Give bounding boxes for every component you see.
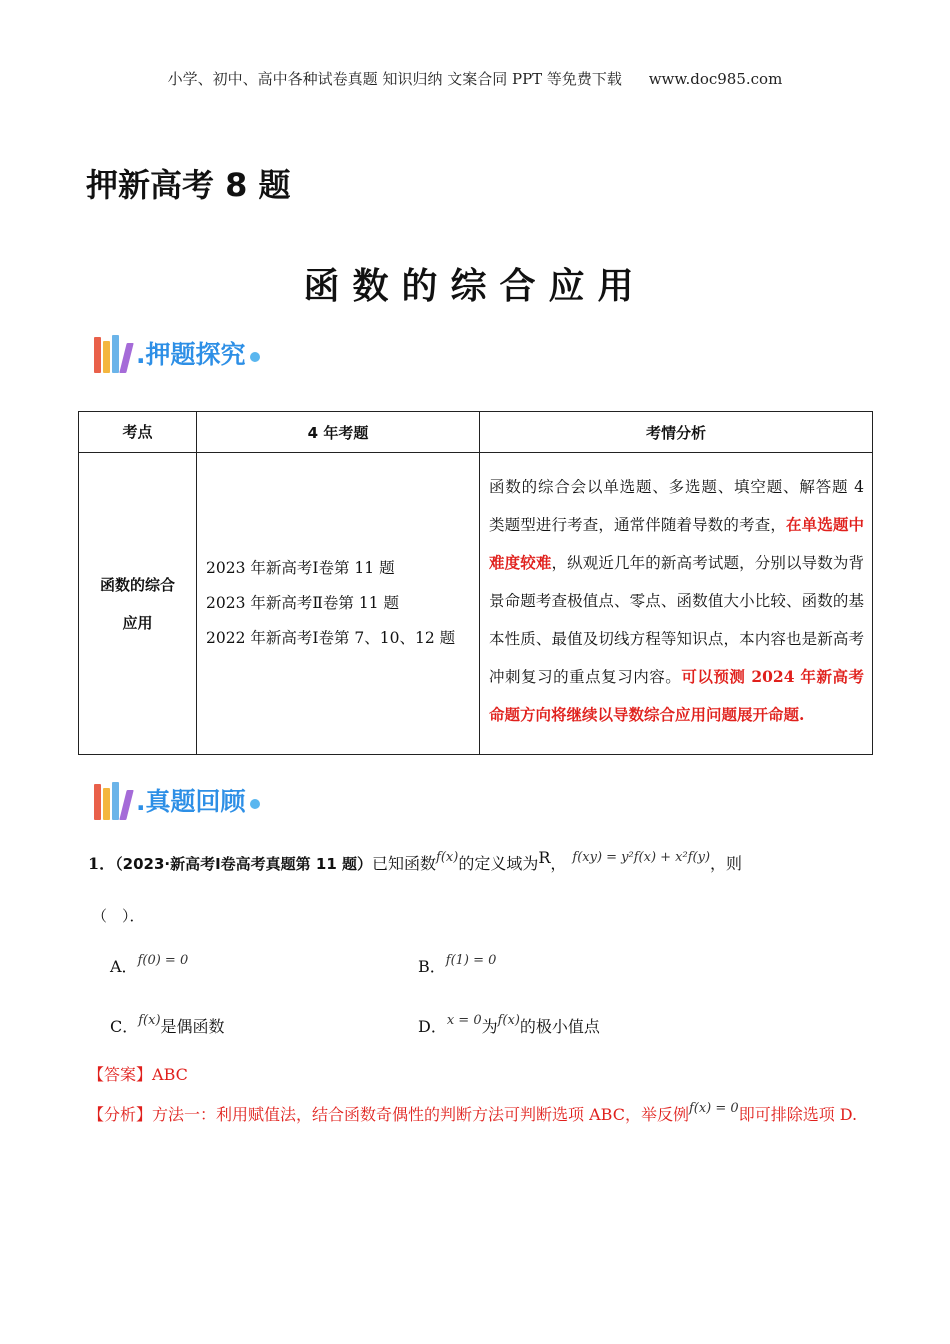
table-row — [79, 453, 873, 755]
brand-title: 押新高考 8 题 — [86, 166, 291, 204]
section-label-review: .真题回顾 — [136, 787, 246, 816]
exam-line: 2023 年新高考Ⅰ卷第 11 题 — [206, 559, 395, 577]
question-stem — [88, 848, 743, 874]
books-icon — [94, 780, 132, 820]
header-cell-analysis: 考情分析 — [480, 412, 873, 453]
section-banner-review — [94, 780, 260, 820]
exam-line: 2023 年新高考Ⅱ卷第 11 题 — [206, 594, 399, 612]
option-text: 是偶函数 — [160, 1017, 225, 1036]
analysis-text: 函数的综合会以单选题、多选题、填空题、解答题 4 类题型进行考查，通常伴随着导数的考查， — [489, 477, 864, 534]
answer-value: ABC — [152, 1065, 188, 1084]
option-math: f(0) = 0 — [137, 953, 189, 968]
math-equation: f(xy) = y²f(x) + x²f(y) — [572, 850, 711, 865]
analysis-text: ，纵观近几年的新高考试题，分别以导数为背景命题考查极值点、零点、函数值大小比较、函数的基本性质、最值及切线方程等知识点，本内容也是新高考冲刺复习的重点复习内容。 — [489, 553, 864, 686]
analysis-end: . — [799, 704, 805, 724]
question-number: 1． — [88, 854, 116, 873]
dot-icon — [250, 799, 260, 809]
analysis-math: f(x) = 0 — [688, 1101, 739, 1116]
option-math: f(1) = 0 — [445, 953, 497, 968]
header-text: 小学、初中、高中各种试卷真题 知识归纳 文案合同 PPT 等免费下载 — [167, 70, 622, 88]
dot-icon — [250, 352, 260, 362]
header-cell-topic: 考点 — [79, 412, 197, 453]
option-letter: C． — [110, 1017, 139, 1036]
math-fx: f(x) — [436, 850, 459, 865]
exam-line: 2022 年新高考Ⅰ卷第 7、10、12 题 — [206, 629, 456, 647]
section-banner-explore — [94, 333, 260, 373]
option-letter: A． — [110, 957, 138, 976]
analysis-text: 方法一：利用赋值法，结合函数奇偶性的判断方法可判断选项 ABC，举反例 — [152, 1105, 689, 1124]
topic-name: 函数的综合应用 — [99, 575, 175, 632]
header-cell-exams: 4 年考题 — [197, 412, 480, 453]
analysis-highlight: 可以预测 2024 年新高考命题方向将继续以导数综合应用问题展开命题 — [489, 666, 864, 724]
analysis-cell — [480, 453, 873, 755]
question-text: 已知函数 — [372, 854, 437, 873]
option-letter: B． — [418, 957, 446, 976]
option-math: x = 0 — [446, 1013, 482, 1028]
option-math: f(x) — [497, 1013, 520, 1028]
analysis-highlight: 在单选题中难度较难 — [489, 514, 864, 572]
answer-label: 【答案】 — [88, 1065, 153, 1084]
exam-list-cell — [197, 453, 480, 755]
topic-title: 函数的综合应用 — [303, 266, 647, 307]
question-source: （2023·新高考Ⅰ卷高考真题第 11 题） — [115, 855, 372, 873]
analysis-paragraph — [88, 1096, 863, 1136]
topic-cell — [79, 453, 197, 755]
option-d[interactable] — [418, 1014, 600, 1037]
math-R: R — [538, 848, 551, 867]
option-text: 的极小值点 — [519, 1017, 600, 1036]
analysis-text: 即可排除选项 D. — [738, 1105, 858, 1124]
analysis-label: 【分析】 — [88, 1105, 153, 1124]
option-text: 为 — [481, 1017, 498, 1036]
option-letter: D． — [418, 1017, 447, 1036]
section-label-explore: .押题探究 — [136, 340, 246, 369]
question-text: 的定义域为 — [458, 854, 539, 873]
exam-table — [78, 411, 873, 755]
books-icon — [94, 333, 132, 373]
option-c[interactable] — [110, 1014, 225, 1037]
question-text: ， — [550, 854, 567, 873]
question-blank: （ ）． — [92, 907, 145, 925]
answer-line — [88, 1062, 188, 1085]
table-header-row — [79, 412, 873, 453]
page-header — [0, 68, 950, 89]
option-b[interactable] — [418, 954, 496, 977]
header-url[interactable]: www.doc985.com — [648, 70, 783, 88]
option-a[interactable] — [110, 954, 188, 977]
question-text: ，则 — [710, 854, 743, 873]
option-math: f(x) — [138, 1013, 161, 1028]
